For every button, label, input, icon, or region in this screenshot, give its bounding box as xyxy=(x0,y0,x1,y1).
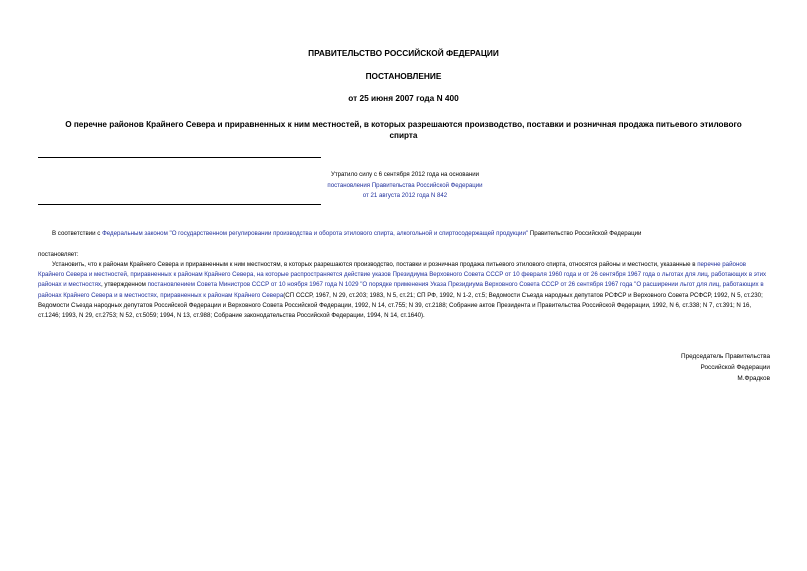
body-text-2: , утвержденном xyxy=(101,281,148,289)
council-decree-link[interactable]: постановлением Совета Министров СССР от 10 ноября 1967 года N 1029 "О порядке применения Указа Президиума Верховного Совета СССР от 26 сентября 1967 года "О расширении льгот для лиц, работающих в районах Крайнего Севера и в местностях, приравненных к районам Крайнего Севера xyxy=(38,281,764,299)
preamble-prefix: В соответствии с xyxy=(52,230,103,237)
repeal-decree-link[interactable]: постановления Правительства Российской Федерации xyxy=(327,181,483,189)
divider-top xyxy=(38,157,321,158)
status-note xyxy=(300,170,510,202)
preamble-suffix: Правительство Российской Федерации xyxy=(528,230,642,237)
federal-law-link[interactable]: Федеральным законом "О государственном регулировании производства и оборота этилового спирта, алкогольной и спиртосодержащей продукции" xyxy=(102,230,529,237)
preamble xyxy=(52,229,772,239)
document-date-number: от 25 июня 2007 года N 400 xyxy=(348,93,459,103)
document-title: О перечне районов Крайнего Севера и приравненных к ним местностей, в которых разрешаются производство, поставки и розничная продажа питьевого этилового спирта xyxy=(65,120,742,140)
government-heading: ПРАВИТЕЛЬСТВО РОССИЙСКОЙ ФЕДЕРАЦИИ xyxy=(308,48,499,58)
signatory-name: М.Фрадков xyxy=(737,374,770,382)
status-note-text: Утратило силу с 6 сентября 2012 года на основании xyxy=(330,171,480,178)
signature-block xyxy=(600,352,770,384)
divider-bottom xyxy=(38,204,321,205)
repeal-decree-date-link[interactable]: от 21 августа 2012 года N 842 xyxy=(362,192,448,199)
body-text-1: Установить, что к районам Крайнего Севера и приравненным к ним местностям, в которых разрешаются производство, поставки и розничная продажа питьевого этилового спирта, относятся районы и местности, указанные в xyxy=(52,261,698,268)
main-paragraph xyxy=(38,260,771,321)
regions-list-link[interactable]: перечне районов Крайнего Севера и местностей, приравненных к районам Крайнего Севера, на которые распространяется действие указов Президиума Верховного Совета СССР от 10 февраля 1960 года и от 26 сентября 1967 года о льготах для лиц, работающих в этих районах и местностях xyxy=(38,261,767,289)
body-text-3: (СП СССР, 1967, N 29, ст.203; 1983, N 5, ст.21; СП РФ, 1992, N 1-2, ст.5; Ведомости Съезда народных депутатов РСФСР и Верховного Совета РСФСР, 1992, N 5, ст.230; Ведомости Съезда народных депутатов Российской Федерации и Верховного Совета Российской Федерации, 1992, N 14, ст.755; N 39, ст.2188; Собрание актов Президента и Правительства Российской Федерации, 1992, N 6, ст.338; N 7, ст.391; N 16, ст.1246; 1993, N 29, ст.2753; N 52, ст.5059; 1994, N 13, ст.988; Собрание законодательства Российской Федерации, 1994, N 14, ст.1640). xyxy=(38,291,763,320)
decides-line: постановляет: xyxy=(38,251,79,258)
signatory-position-2: Российской Федерации xyxy=(700,363,770,371)
signatory-position: Председатель Правительства xyxy=(681,353,770,360)
document-type: ПОСТАНОВЛЕНИЕ xyxy=(365,71,442,81)
